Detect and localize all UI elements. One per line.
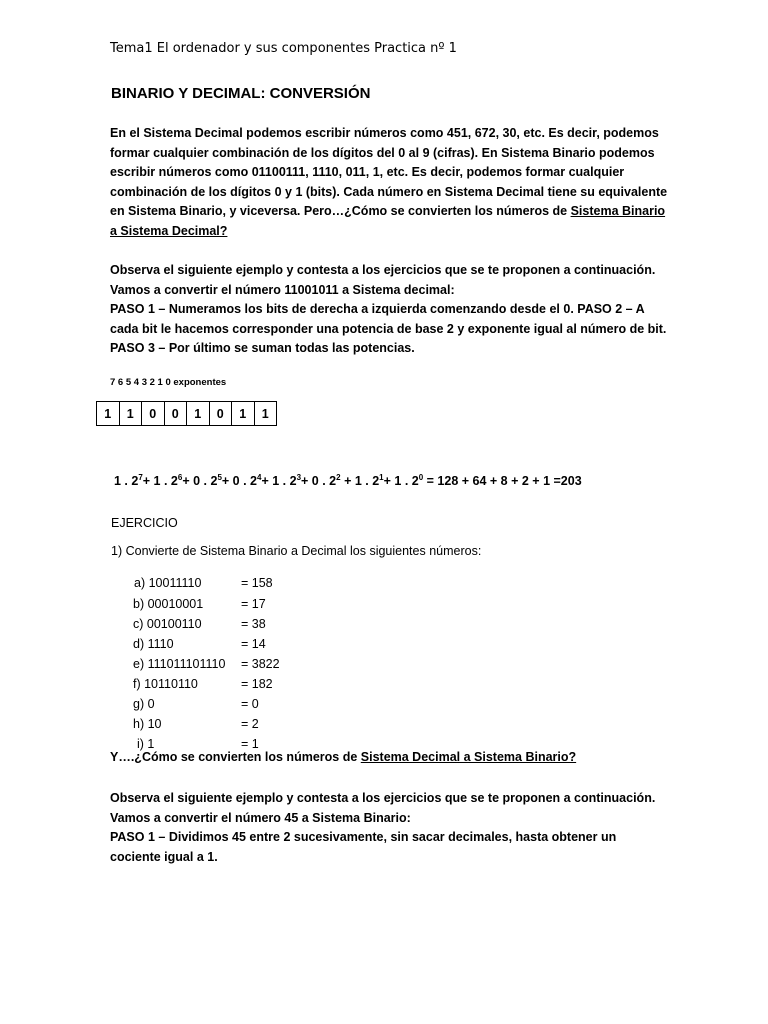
formula-exponent: 5 — [217, 473, 222, 482]
exercise-heading: EJERCICIO — [111, 516, 178, 530]
bit-cell: 0 — [141, 401, 165, 426]
formula-exponent: 1 — [379, 473, 384, 482]
underlined-phrase: Sistema Binario — [570, 204, 666, 218]
formula-term: + 0 . 2 — [221, 474, 258, 488]
exercise-binary: g) 0 — [133, 697, 155, 711]
intro-paragraph — [110, 124, 670, 241]
underlined-phrase: a Sistema Decimal? — [110, 223, 228, 238]
intro-line: En el Sistema Decimal podemos escribir números como 451, 672, 30, etc. Es decir, podemos — [110, 126, 659, 140]
intro-line: escribir números como 01100111, 1110, 011, 1, etc. Es decir, podemos formar cualquier — [110, 165, 625, 179]
formula-exponent: 7 — [138, 473, 143, 482]
exercise-answer: = 1 — [241, 737, 259, 751]
example2-line: Vamos a convertir el número 45 a Sistema Binario: — [110, 810, 411, 825]
exercise-binary: e) 111011101110 — [133, 657, 226, 671]
example2-paragraph — [110, 789, 670, 867]
example2-line: PASO 1 – Dividimos 45 entre 2 sucesivamente, sin sacar decimales, hasta obtener un — [110, 830, 617, 844]
formula-term: + 1 . 2 — [340, 474, 380, 488]
bit-cell: 1 — [254, 401, 278, 426]
intro-line: formar cualquier combinación de los dígitos del 0 al 9 (cifras). En Sistema Binario podemos — [110, 145, 655, 160]
bit-cell: 1 — [96, 401, 120, 426]
exercise-binary: i) 1 — [137, 737, 155, 751]
intro-line — [110, 222, 670, 242]
example1-line: PASO 1 – Numeramos los bits de derecha a izquierda comenzando desde el 0. PASO 2 – A — [110, 302, 645, 316]
exercise-binary: h) 10 — [133, 717, 162, 731]
bit-cell: 1 — [119, 401, 143, 426]
exponents-label: 7 6 5 4 3 2 1 0 exponentes — [110, 377, 227, 388]
formula-term: 1 . 2 — [114, 474, 139, 488]
exercise-answer: = 2 — [241, 717, 259, 731]
exercise-binary: c) 00100110 — [133, 617, 202, 631]
example1-line: Observa el siguiente ejemplo y contesta a los ejercicios que se te proponen a continuación. — [110, 263, 656, 277]
exercise-answer: = 158 — [241, 576, 273, 590]
example1-line: cada bit le hacemos corresponder una potencia de base 2 y exponente igual al número de bit. — [110, 321, 667, 336]
example1-paragraph — [110, 261, 670, 359]
formula-term: + 0 . 2 — [301, 474, 337, 488]
formula-result: = 128 + 64 + 8 + 2 + 1 =203 — [423, 474, 582, 488]
question2-text: Y….¿Cómo se convierten los números de — [110, 750, 361, 764]
intro-line: combinación de los dígitos 0 y 1 (bits). Cada número en Sistema Decimal tiene su equivalente — [110, 184, 668, 199]
example1-line: PASO 3 – Por último se suman todas las potencias. — [110, 341, 415, 355]
bit-cell: 0 — [164, 401, 188, 426]
page-header: Tema1 El ordenador y sus componentes Practica nº 1 — [110, 41, 457, 56]
formula-exponent: 3 — [296, 473, 302, 482]
formula-term: + 1 . 2 — [142, 474, 178, 488]
exercise-binary: a) 10011110 — [134, 576, 202, 590]
formula-term: + 1 . 2 — [383, 474, 419, 488]
formula-term: + 1 . 2 — [261, 474, 297, 488]
example1-line: Vamos a convertir el número 11001011 a Sistema decimal: — [110, 282, 455, 297]
underlined-phrase: Sistema Decimal a Sistema Binario? — [360, 750, 577, 764]
exercise-answer: = 17 — [241, 597, 266, 611]
formula-exponent: 0 — [418, 473, 424, 482]
intro-line-text: en Sistema Binario, y viceversa. Pero…¿Cómo se convierten los números de — [110, 204, 571, 218]
bit-cell: 1 — [231, 401, 255, 426]
page-title: BINARIO Y DECIMAL: CONVERSIÓN — [111, 85, 371, 102]
bit-cell: 1 — [186, 401, 210, 426]
formula-exponent: 4 — [257, 473, 262, 482]
intro-line — [110, 202, 670, 222]
question2-line — [110, 748, 670, 768]
exercise-binary: d) 1110 — [133, 637, 174, 651]
example2-line: Observa el siguiente ejemplo y contesta a los ejercicios que se te proponen a continuación. — [110, 791, 656, 805]
example2-line: cociente igual a 1. — [110, 849, 218, 864]
bit-cell: 0 — [209, 401, 233, 426]
exercise-answer: = 38 — [241, 617, 266, 631]
exercise-answer: = 3822 — [241, 657, 280, 671]
exercise-instruction: 1) Convierte de Sistema Binario a Decimal los siguientes números: — [111, 544, 482, 558]
conversion-formula — [114, 474, 582, 488]
exercise-answer: = 0 — [241, 697, 259, 711]
exercise-binary: f) 10110110 — [133, 677, 198, 691]
formula-exponent: 6 — [177, 473, 183, 482]
formula-exponent: 2 — [336, 473, 341, 482]
exercise-binary: b) 00010001 — [133, 597, 204, 611]
formula-term: + 0 . 2 — [182, 474, 218, 488]
exercise-answer: = 182 — [241, 677, 273, 691]
exercise-answer: = 14 — [241, 637, 266, 651]
bit-table — [96, 401, 277, 426]
